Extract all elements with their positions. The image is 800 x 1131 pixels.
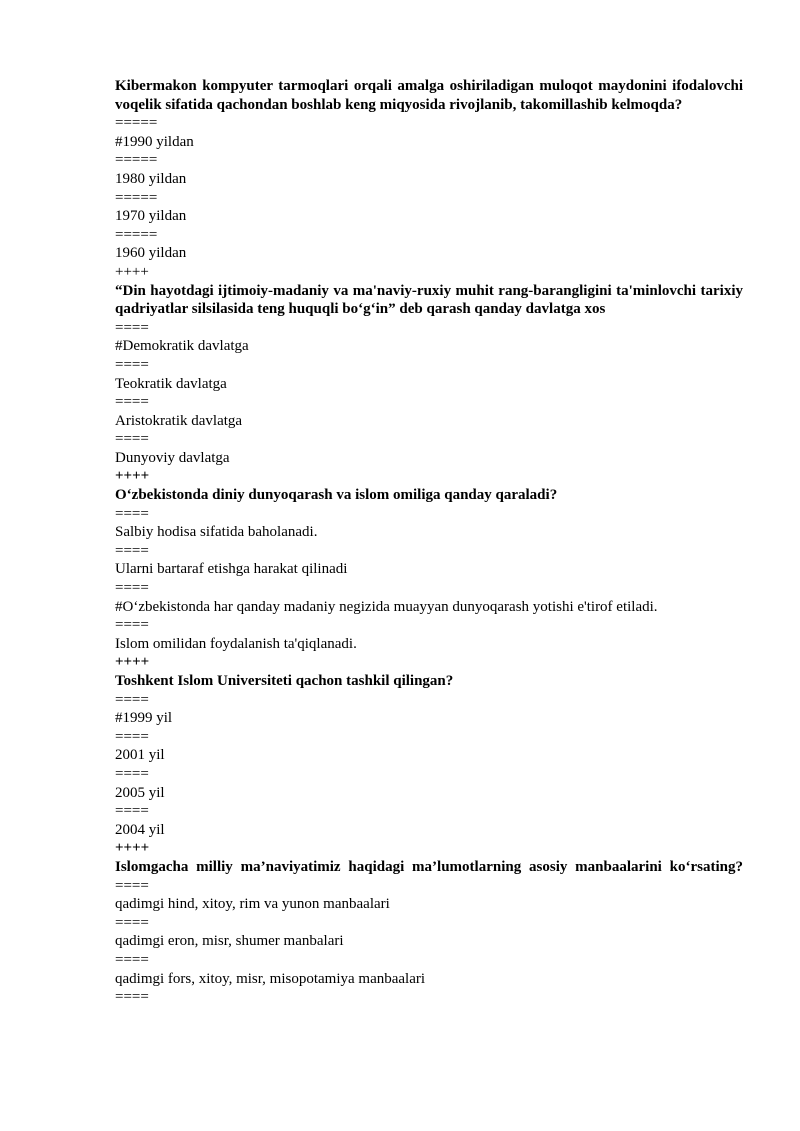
separator: ===== (115, 226, 158, 243)
block-end-marker: ++++ (115, 468, 150, 485)
answer-1-2: 1980 yildan (115, 170, 187, 187)
separator: ===== (115, 115, 158, 132)
question-4: Toshkent Islom Universiteti qachon tashkil qilingan? (115, 673, 454, 689)
document-page (115, 77, 743, 1007)
separator: ==== (115, 691, 149, 708)
separator: ==== (115, 989, 149, 1006)
separator: ==== (115, 765, 149, 782)
block-end-marker: ++++ (115, 840, 150, 857)
answer-3-4: Islom omilidan foydalanish ta'qiqlanadi. (115, 635, 357, 652)
separator: ==== (115, 914, 149, 931)
separator: ===== (115, 152, 158, 169)
answer-2-2: Teokratik davlatga (115, 375, 227, 392)
separator: ==== (115, 319, 149, 336)
answer-5-2: qadimgi eron, misr, shumer manbalari (115, 933, 344, 950)
answer-5-3: qadimgi fors, xitoy, misr, misopotamiya manbaalari (115, 970, 426, 987)
separator: ==== (115, 728, 149, 745)
answer-3-2: Ularni bartaraf etishga harakat qilinadi (115, 561, 348, 578)
question-5: Islomgacha milliy ma’naviyatimiz haqidagi ma’lumotlarning asosiy manbaalarini ko‘rsating? (115, 858, 743, 875)
answer-4-2: 2001 yil (115, 747, 165, 764)
block-end-marker: ++++ (115, 263, 149, 280)
separator: ==== (115, 617, 149, 634)
answer-4-1: #1999 yil (115, 710, 173, 727)
separator: ==== (115, 877, 149, 894)
answer-4-3: 2005 yil (115, 784, 165, 801)
answer-3-1: Salbiy hodisa sifatida baholanadi. (115, 524, 318, 541)
separator: ==== (115, 394, 149, 411)
answer-5-1: qadimgi hind, xitoy, rim va yunon manbaalari (115, 896, 390, 913)
block-end-marker: ++++ (115, 654, 150, 671)
question-1: Kibermakon kompyuter tarmoqlari orqali amalga oshiriladigan muloqot maydonini ifodalovchi voqelik sifatida qachondan boshlab keng miqyosida rivojlanib, takomillashib kelmoqda? (115, 78, 743, 113)
separator: ==== (115, 580, 149, 597)
answer-1-1: #1990 yildan (115, 133, 194, 150)
answer-2-1: #Demokratik davlatga (115, 338, 249, 355)
separator: ==== (115, 951, 149, 968)
answer-1-3: 1970 yildan (115, 208, 187, 225)
separator: ==== (115, 356, 149, 373)
separator: ===== (115, 189, 158, 206)
answer-1-4: 1960 yildan (115, 245, 187, 262)
separator: ==== (115, 505, 149, 522)
question-2: “Din hayotdagi ijtimoiy-madaniy va ma'naviy-ruxiy muhit rang-barangligini ta'minlovchi tarixiy qadriyatlar silsilasida teng huquqli bo‘g‘in” deb qarash qanday davlatga xos (115, 282, 743, 318)
answer-2-4: Dunyoviy davlatga (115, 449, 230, 466)
answer-4-4: 2004 yil (115, 821, 165, 838)
answer-2-3: Aristokratik davlatga (115, 412, 243, 429)
separator: ==== (115, 431, 149, 448)
separator: ==== (115, 803, 149, 820)
question-3: O‘zbekistonda diniy dunyoqarash va islom omiliga qanday qaraladi? (115, 487, 558, 504)
separator: ==== (115, 542, 149, 559)
answer-3-3: #O‘zbekistonda har qanday madaniy negizida muayyan dunyoqarash yotishi e'tirof etiladi. (115, 598, 658, 615)
